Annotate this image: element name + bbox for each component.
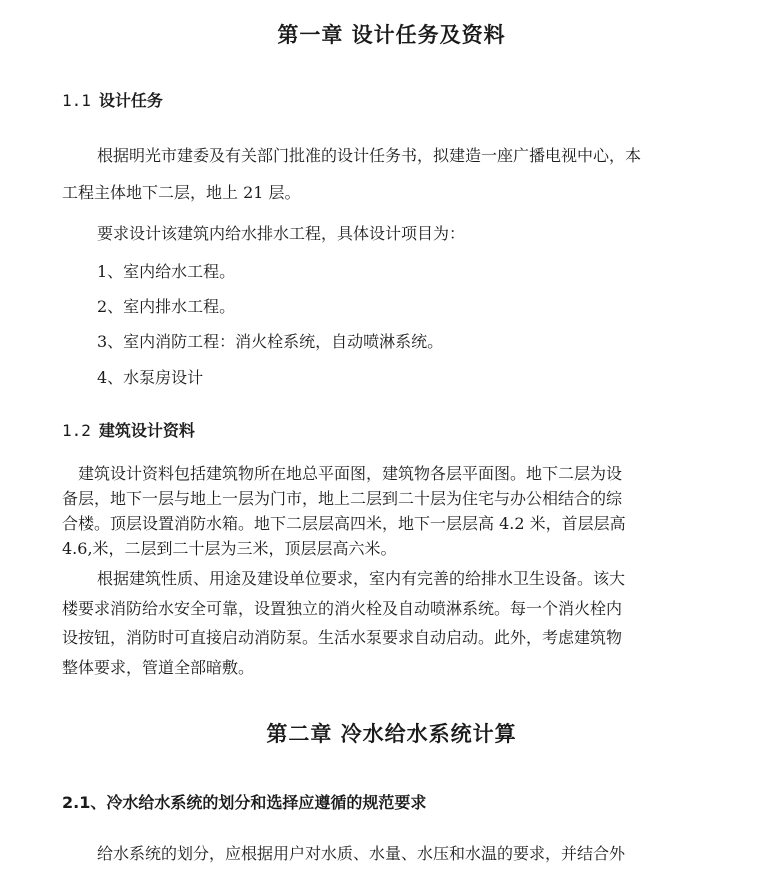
section-1-2-para1-line: 建筑设计资料包括建筑物所在地总平面图，建筑物各层平面图。地下二层为设 [78, 464, 623, 483]
section-1-1-para1-line2: 工程主体地下二层，地上 21 层。 [62, 183, 301, 202]
section-1-1-number: 1.1 [62, 91, 91, 110]
section-1-2-para2-line: 根据建筑性质、用途及建设单位要求，室内有完善的给排水卫生设备。该大 [97, 569, 626, 588]
chapter-2-title: 第二章 冷水给水系统计算 [266, 722, 517, 746]
section-1-2-title: 建筑设计资料 [98, 421, 195, 440]
section-1-2-para1-line: 4.6,米，二层到二十层为三米，顶层层高六米。 [62, 539, 397, 558]
list-item: 4、水泵房设计 [97, 368, 204, 387]
section-2-1-heading: 2.1、冷水给水系统的划分和选择应遵循的规范要求 [62, 793, 427, 812]
section-1-1-para2: 要求设计该建筑内给水排水工程，具体设计项目为： [97, 224, 466, 243]
section-1-2-para2-line: 设按钮，消防时可直接启动消防泵。生活水泵要求自动启动。此外，考虑建筑物 [62, 628, 623, 647]
section-1-1-title: 设计任务 [98, 91, 163, 110]
section-2-1-para1: 给水系统的划分，应根据用户对水质、水量、水压和水温的要求，并结合外 [97, 844, 626, 863]
section-1-2-para2-line: 整体要求，管道全部暗敷。 [62, 658, 255, 677]
list-item: 1、室内给水工程。 [97, 262, 236, 281]
section-1-2-heading [62, 418, 195, 441]
section-1-2-para1-line: 备层，地下一层与地上一层为门市，地上二层到二十层为住宅与办公相结合的综 [62, 489, 623, 508]
section-1-1-para1-line1: 根据明光市建委及有关部门批准的设计任务书，拟建造一座广播电视中心，本 [97, 146, 642, 165]
section-1-2-para2-line: 楼要求消防给水安全可靠，设置独立的消火栓及自动喷淋系统。每一个消火栓内 [62, 599, 623, 618]
chapter-1-title: 第一章 设计任务及资料 [277, 23, 506, 47]
list-item: 2、室内排水工程。 [97, 297, 236, 316]
section-1-1-heading [62, 88, 163, 111]
list-item: 3、室内消防工程：消火栓系统，自动喷淋系统。 [97, 332, 444, 351]
section-1-2-number: 1.2 [62, 421, 91, 440]
section-1-2-para1-line: 合楼。顶层设置消防水箱。地下二层层高四米，地下一层层高 4.2 米，首层层高 [62, 514, 626, 533]
